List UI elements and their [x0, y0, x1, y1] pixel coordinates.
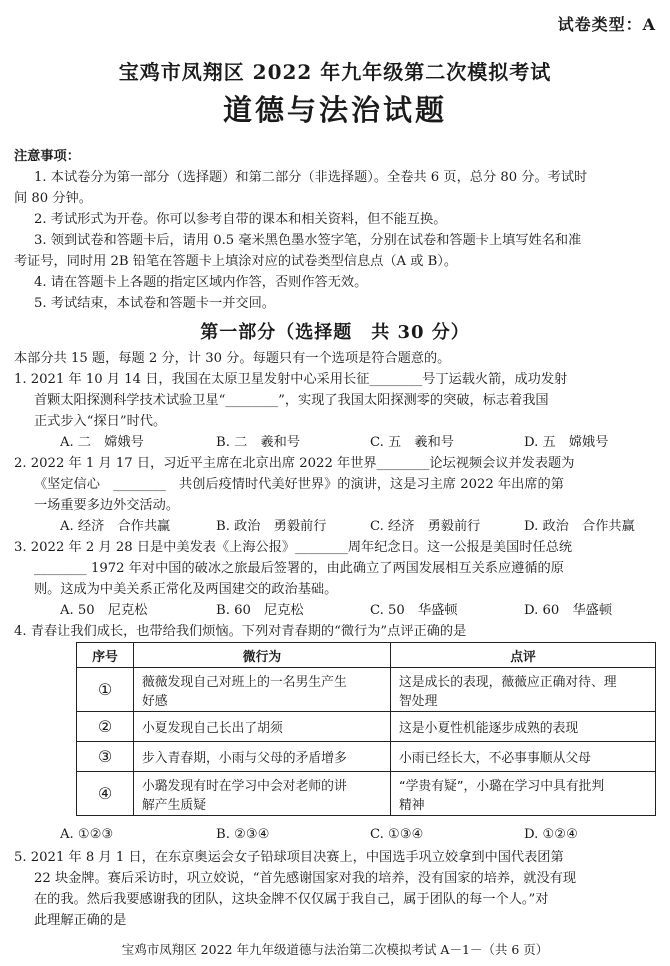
notice-line: 2. 考试形式为开卷。你可以参考自带的课本和相关资料，但不能互换。: [34, 212, 447, 227]
notice-line: 考证号，同时用 2B 铅笔在答题卡上填涂对应的试卷类型信息点（A 或 B）。: [14, 254, 458, 269]
part1-intro: 本部分共 15 题，每题 2 分，计 30 分。每题只有一个选项是符合题意的。: [14, 351, 451, 366]
table-row: [77, 668, 656, 712]
notice-heading: 注意事项：: [14, 149, 80, 164]
part1-title: 第一部分（选择题 共 30 分）: [200, 322, 470, 343]
question-1-line: 正式步入“探日”时代。: [34, 414, 167, 429]
question-2-line: 《坚定信心 ________ 共创后疫情时代美好世界》的演讲，这是习主席 2022 年出席的第: [34, 477, 564, 492]
question-5-line: 5. 2021 年 8 月 1 日，在东京奥运会女子铅球项目决赛上，中国选手巩立姣拿到中国代表团第: [14, 850, 564, 865]
question-2-option-a[interactable]: A. 经济 合作共赢: [60, 519, 171, 534]
row-comment: 这是成长的表现，薇薇应正确对待、理 智处理: [391, 668, 656, 712]
question-4-option-c[interactable]: C. ①③④: [370, 827, 424, 842]
question-2-option-c[interactable]: C. 经济 勇毅前行: [370, 519, 481, 534]
question-4-line: 4. 青春让我们成长，也带给我们烦恼。下列对青春期的“微行为”点评正确的是: [14, 624, 467, 639]
question-5-line: 在的我。然后我要感谢我的团队，这块金牌不仅仅属于我自己，属于团队的每一个人。”对: [34, 892, 549, 907]
question-1-option-d[interactable]: D. 五 嫦娥号: [524, 435, 609, 450]
paper-type-label: 试卷类型：A: [557, 15, 656, 34]
question-4-option-b[interactable]: B. ②③④: [216, 827, 270, 842]
question-4-table: [76, 642, 656, 816]
notice-line: 1. 本试卷分为第一部分（选择题）和第二部分（非选择题）。全卷共 6 页，总分 80 分。考试时: [34, 170, 588, 185]
table-row: [77, 772, 656, 816]
question-3-option-b[interactable]: B. 60 尼克松: [216, 603, 304, 618]
row-comment: 小雨已经长大，不必事事顺从父母: [391, 742, 656, 772]
question-3-line: 则。这成为中美关系正常化及两国建交的政治基础。: [34, 582, 338, 597]
row-action: 薇薇发现自己对班上的一名男生产生 好感: [134, 668, 391, 712]
notice-line: 4. 请在答题卡上各题的指定区域内作答，否则作答无效。: [34, 275, 368, 290]
question-1-option-a[interactable]: A. 二 嫦娥号: [60, 435, 144, 450]
question-2-line: 一场重要多边外交活动。: [34, 498, 180, 513]
question-1-option-b[interactable]: B. 二 羲和号: [216, 435, 301, 450]
question-1-line: 1. 2021 年 10 月 14 日，我国在太原卫星发射中心采用长征________号丁运载火箭，成功发射: [14, 372, 568, 387]
notice-line: 3. 领到试卷和答题卡后，请用 0.5 毫米黑色墨水签字笔，分别在试卷和答题卡上填写姓名和准: [34, 233, 582, 248]
question-5-line: 此理解正确的是: [34, 913, 127, 928]
row-number: ②: [77, 712, 134, 742]
row-number: ④: [77, 772, 134, 816]
question-4-option-a[interactable]: A. ①②③: [60, 827, 114, 842]
row-action: 小璐发现有时在学习中会对老师的讲 解产生质疑: [134, 772, 391, 816]
row-number: ①: [77, 668, 134, 712]
subject-title: 道德与法治试题: [222, 93, 447, 127]
question-2-line: 2. 2022 年 1 月 17 日，习近平主席在北京出席 2022 年世界________论坛视频会议并发表题为: [14, 456, 575, 471]
notice-line: 5. 考试结束，本试卷和答题卡一并交回。: [34, 296, 275, 311]
table-header-number: 序号: [77, 643, 134, 668]
row-number: ③: [77, 742, 134, 772]
question-3-line: ________ 1972 年对中国的破冰之旅最后签署的，由此确立了两国发展相互关系应遵循的原: [34, 561, 564, 576]
table-header-action: 微行为: [134, 643, 391, 668]
exam-title: 宝鸡市凤翔区 2022 年九年级第二次模拟考试: [118, 60, 552, 84]
question-3-option-a[interactable]: A. 50 尼克松: [60, 603, 148, 618]
row-comment: “学贵有疑”，小璐在学习中具有批判 精神: [391, 772, 656, 816]
row-action: 步入青春期，小雨与父母的矛盾增多: [134, 742, 391, 772]
row-comment: 这是小夏性机能逐步成熟的表现: [391, 712, 656, 742]
question-2-option-b[interactable]: B. 政治 勇毅前行: [216, 519, 327, 534]
table-header-comment: 点评: [391, 643, 656, 668]
question-3-option-d[interactable]: D. 60 华盛顿: [524, 603, 613, 618]
question-2-option-d[interactable]: D. 政治 合作共赢: [524, 519, 635, 534]
question-3-line: 3. 2022 年 2 月 28 日是中美发表《上海公报》________周年纪念日。这一公报是美国时任总统: [14, 540, 573, 555]
table-row: [77, 712, 656, 742]
question-4-option-d[interactable]: D. ①②④: [524, 827, 578, 842]
page-footer: 宝鸡市凤翔区 2022 年九年级道德与法治第二次模拟考试 A－1－（共 6 页）: [121, 942, 549, 957]
question-1-line: 首颗太阳探测科学技术试验卫星“________”，实现了我国太阳探测零的突破，标志着我国: [34, 393, 549, 408]
table-row: [77, 742, 656, 772]
question-1-option-c[interactable]: C. 五 羲和号: [370, 435, 454, 450]
question-3-option-c[interactable]: C. 50 华盛顿: [370, 603, 458, 618]
question-5-line: 22 块金牌。赛后采访时，巩立姣说，“首先感谢国家对我的培养，没有国家的培养，就没有现: [34, 871, 577, 886]
row-action: 小夏发现自己长出了胡须: [134, 712, 391, 742]
notice-line: 间 80 分钟。: [14, 191, 92, 206]
